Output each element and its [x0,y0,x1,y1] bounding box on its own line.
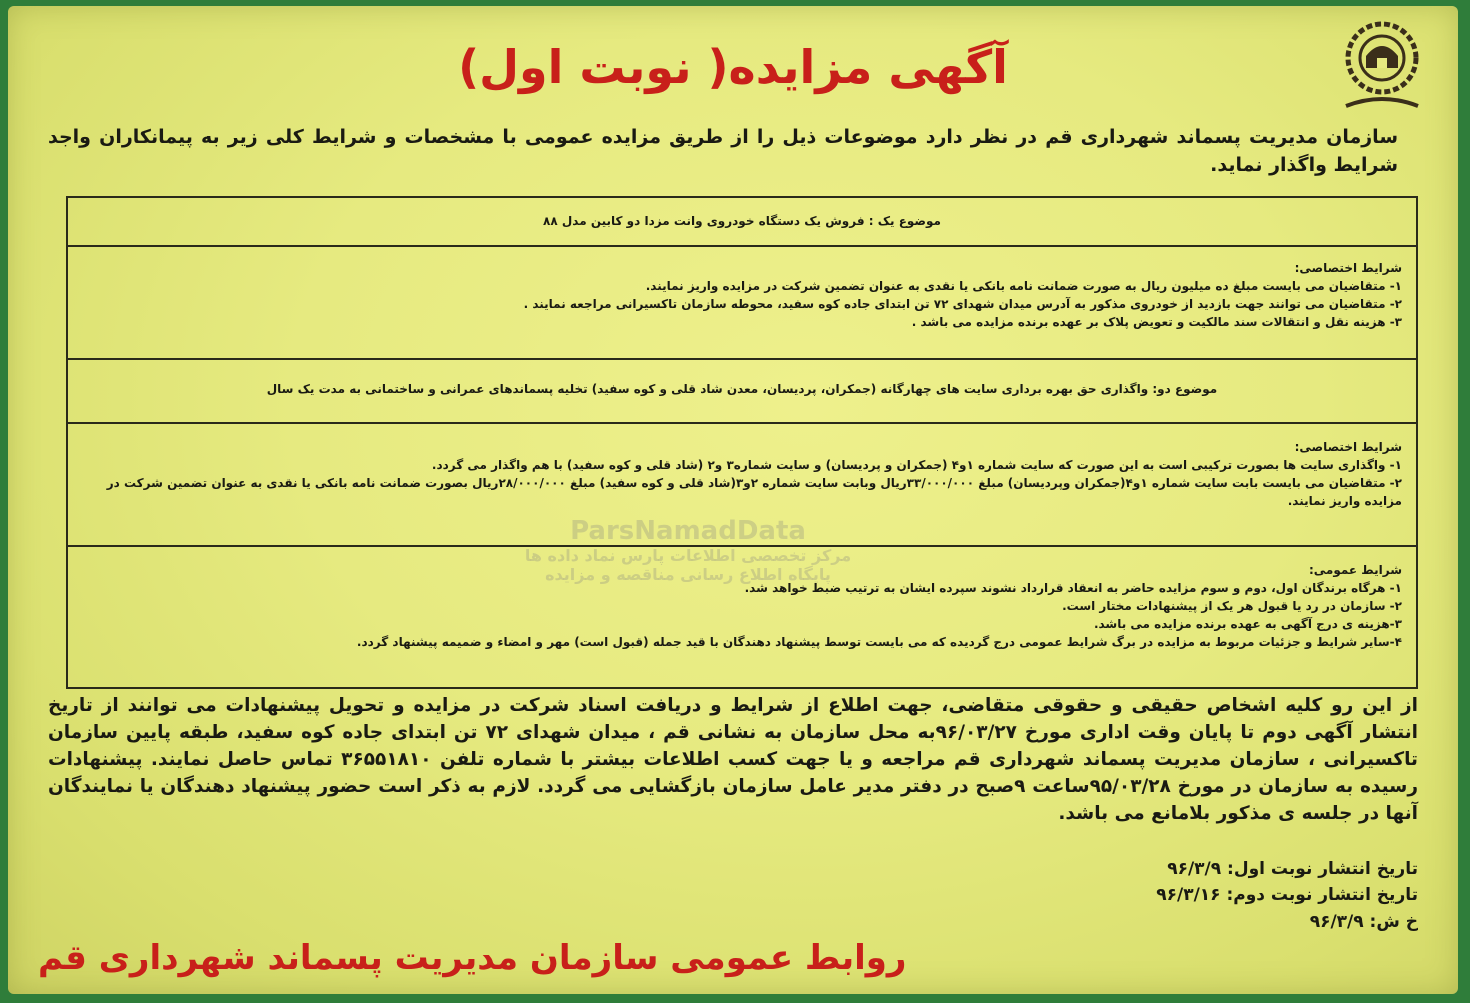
subject2-text: موضوع دو: واگذاری حق بهره برداری سایت های چهارگانه (جمکران، پردیسان، معدن شاد قلی و کوه سفید) تخلیه پسماندهای عمرانی و ساختمانی به مدت یک سال [266,382,1218,396]
conditions2-heading: شرایط اختصاصی: [1294,440,1402,454]
publication-dates [1156,856,1418,935]
conditions-table [66,196,1418,689]
conditions1-item: ۳- هزینه نقل و انتقالات سند مالکیت و تعویض پلاک بر عهده برنده مزایده می باشد . [911,315,1402,329]
general-item: ۳-هزینه ی درج آگهی به عهده برنده مزایده می باشد. [1093,617,1402,631]
intro-text: سازمان مدیریت پسماند شهرداری قم در نظر دارد موضوعات ذیل را از طریق مزایده عمومی با مشخصات و شرایط کلی زیر به پیمانکاران واجد شرایط واگذار نماید. [48,126,1398,176]
second-publication-date: تاریخ انتشار نوبت دوم: ۹۶/۳/۱۶ [1156,885,1418,906]
general-item: ۲- سازمان در رد یا قبول هر یک از پیشنهادات مختار است. [1062,599,1402,613]
watermark-line1: مرکز تخصصی اطلاعات پارس نماد داده ها [524,546,852,565]
conditions1-heading: شرایط اختصاصی: [1294,261,1402,275]
general-heading: شرایط عمومی: [1308,563,1402,577]
conditions2-item: ۲- متقاضیان می بایست بابت سایت شماره ۱و۴(جمکران وپردیسان) مبلغ ۳۳/۰۰۰/۰۰۰ریال وبابت سایت شماره ۲و۳(شاد قلی و کوه سفید) مبلغ ۲۸/۰۰۰/۰۰۰ریال بصورت ضمانت نامه بانکی یا نقدی به عنوان تضمین شرکت در مزایده واریز نمایند. [106,476,1402,508]
watermark [478,516,898,584]
conditions1-item: ۲- متقاضیان می توانند جهت بازدید از خودروی مذکور به آدرس میدان شهدای ۷۲ تن ابتدای جاده کوه سفید، محوطه سازمان تاکسیرانی مراجعه نمایند . [523,297,1402,311]
notice-title: آگهی مزایده( نوبت اول) [458,40,1008,94]
first-publication-date: تاریخ انتشار نوبت اول: ۹۶/۳/۹ [1167,859,1418,879]
subject1-row [68,198,1416,245]
conditions1-item: ۱- متقاضیان می بایست مبلغ ده میلیون ریال به صورت ضمانت نامه بانکی یا نقدی به عنوان تضمین شرکت در مزایده واریز نمایند. [645,279,1402,293]
watermark-line2: پایگاه اطلاع رسانی مناقصه و مزایده [545,565,831,584]
subject2-row [68,358,1416,422]
subject1-text: موضوع یک : فروش یک دستگاه خودروی وانت مزدا دو کابین مدل ۸۸ [543,214,941,228]
footer-signature: روابط عمومی سازمان مدیریت پسماند شهرداری قم [38,938,907,978]
general-item: ۱- هرگاه برندگان اول، دوم و سوم مزایده حاضر به انعقاد قرارداد نشوند سپرده ایشان به ترتیب ضبط خواهد شد. [744,581,1402,595]
conditions1-row [68,245,1416,358]
conditions2-item: ۱- واگذاری سایت ها بصورت ترکیبی است به این صورت که سایت شماره ۱و۴ (جمکران و پردیسان) و سایت شماره۳ و۲ (شاد قلی و کوه سفید) با هم واگذار می گردد. [431,458,1402,472]
ad-code: خ ش: ۹۶/۳/۹ [1309,911,1418,932]
notice-frame [8,6,1458,994]
watermark-brand: ParsNamadData [570,516,806,546]
general-item: ۴-سایر شرایط و جزئیات مربوط به مزایده در برگ شرایط عمومی درج گردیده که می بایست توسط پیشنهاد دهندگان با قید جمله (قبول است) مهر و امضاء و ضمیمه پیشنهاد گردد. [356,635,1402,649]
body-paragraph: از این رو کلیه اشخاص حقیقی و حقوقی متقاضی، جهت اطلاع از شرایط و دریافت اسناد شرکت در مزایده و تحویل پیشنهادات می توانند از تاریخ انتشار آگهی دوم تا پایان وقت اداری مورخ ۹۶/۰۳/۲۷به محل سازمان به نشانی قم ، میدان شهدای ۷۲ تن ابتدای جاده کوه سفید، طبقه پایین سازمان تاکسیرانی ، سازمان مدیریت پسماند شهرداری قم مراجعه و یا جهت کسب اطلاعات بیشتر با شماره تلفن ۳۶۵۵۱۸۱۰ تماس حاصل نمایند. پیشنهادات رسیده به سازمان در مورخ ۹۵/۰۳/۲۸ساعت ۹صبح در دفتر مدیر عامل سازمان بازگشایی می گردد. لازم به ذکر است حضور پیشنهاد دهندگان یا نمایندگان آنها در جلسه ی مذکور بلامانع می باشد. [48,695,1418,824]
